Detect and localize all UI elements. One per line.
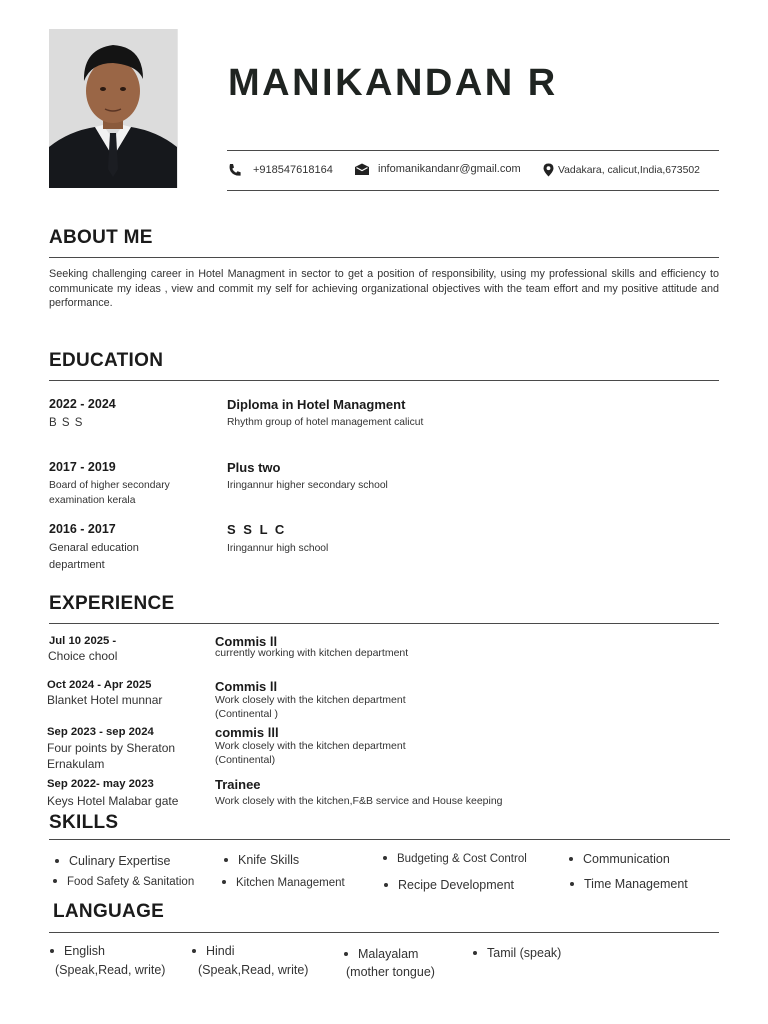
- envelope-icon: [354, 163, 370, 179]
- experience-desc: Work closely with the kitchen department (Continental): [215, 740, 406, 766]
- experience-role: commis lll: [215, 725, 279, 740]
- education-title: EDUCATION: [49, 350, 164, 371]
- experience-desc: Work closely with the kitchen department (Continental ): [215, 694, 406, 720]
- address-text: Vadakara, calicut,India,673502: [558, 165, 700, 176]
- education-years: 2016 - 2017: [49, 522, 116, 536]
- language-item: Tamil (speak): [473, 946, 561, 960]
- phone-icon: [228, 163, 241, 180]
- experience-date: Oct 2024 - Apr 2025: [47, 679, 152, 691]
- skill-item: Kitchen Management: [222, 877, 345, 889]
- experience-place: Blanket Hotel munnar: [47, 693, 163, 707]
- contact-address: [543, 162, 718, 182]
- location-pin-icon: [543, 163, 554, 180]
- header-bottom-divider: [227, 190, 719, 191]
- experience-date: Sep 2023 - sep 2024: [47, 726, 154, 738]
- language-item: Hindi: [192, 944, 235, 958]
- skills-divider: [49, 839, 730, 840]
- language-detail: (Speak,Read, write): [198, 963, 309, 977]
- language-detail: (Speak,Read, write): [55, 963, 166, 977]
- education-course: S S L C: [227, 522, 287, 537]
- experience-desc: Work closely with the kitchen,F&B service and House keeping: [215, 795, 503, 807]
- contact-phone[interactable]: [228, 162, 348, 182]
- about-divider: [49, 257, 719, 258]
- skill-item: Recipe Development: [384, 878, 514, 892]
- language-detail: (mother tongue): [346, 965, 435, 979]
- experience-date: Sep 2022- may 2023: [47, 778, 154, 790]
- education-institution: Iringannur high school: [227, 543, 329, 554]
- skill-item: Culinary Expertise: [55, 854, 170, 868]
- education-course: Plus two: [227, 460, 281, 475]
- experience-role: Commis ll: [215, 634, 278, 649]
- education-divider: [49, 380, 719, 381]
- education-board: B S S: [49, 417, 84, 429]
- about-text: Seeking challenging career in Hotel Managment in sector to get a position of responsibility, using my professional skills and efficiency to communicate my ideas , view and commit my self for achieving organizational objectives with the team effort and my positive attitude and performance.: [49, 268, 719, 310]
- education-years: 2017 - 2019: [49, 460, 116, 474]
- experience-date: Jul 10 2025 -: [49, 635, 117, 647]
- skill-item: Food Safety & Sanitation: [53, 876, 194, 888]
- education-board: Genaral education department: [49, 542, 139, 571]
- language-divider: [49, 932, 719, 933]
- experience-divider: [49, 623, 719, 624]
- language-item: English: [50, 944, 105, 958]
- language-title: LANGUAGE: [53, 901, 165, 922]
- education-course: Diploma in Hotel Managment: [227, 397, 406, 412]
- education-years: 2022 - 2024: [49, 397, 116, 411]
- header-top-divider: [227, 150, 719, 151]
- email-text: infomanikandanr@gmail.com: [378, 163, 521, 175]
- contact-email[interactable]: [354, 162, 539, 182]
- phone-text: +918547618164: [253, 164, 333, 176]
- experience-title: EXPERIENCE: [49, 593, 175, 614]
- skills-title: SKILLS: [49, 812, 119, 833]
- skill-item: Knife Skills: [224, 853, 299, 867]
- experience-place: Choice chool: [48, 649, 118, 663]
- about-title: ABOUT ME: [49, 227, 153, 248]
- skill-item: Communication: [569, 852, 670, 866]
- experience-role: Commis ll: [215, 679, 278, 694]
- language-item: Malayalam: [344, 947, 418, 961]
- experience-place: Keys Hotel Malabar gate: [47, 794, 179, 808]
- education-institution: Rhythm group of hotel management calicut: [227, 417, 424, 428]
- experience-role: Trainee: [215, 777, 261, 792]
- experience-desc: currently working with kitchen department: [215, 647, 409, 659]
- skill-item: Budgeting & Cost Control: [383, 853, 527, 865]
- experience-place: Four points by Sheraton Ernakulam: [47, 741, 176, 771]
- candidate-name: MANIKANDAN R: [228, 62, 558, 104]
- education-institution: Iringannur higher secondary school: [227, 480, 388, 491]
- education-board: Board of higher secondary examination kerala: [49, 480, 170, 506]
- profile-photo: [49, 29, 178, 188]
- skill-item: Time Management: [570, 877, 688, 891]
